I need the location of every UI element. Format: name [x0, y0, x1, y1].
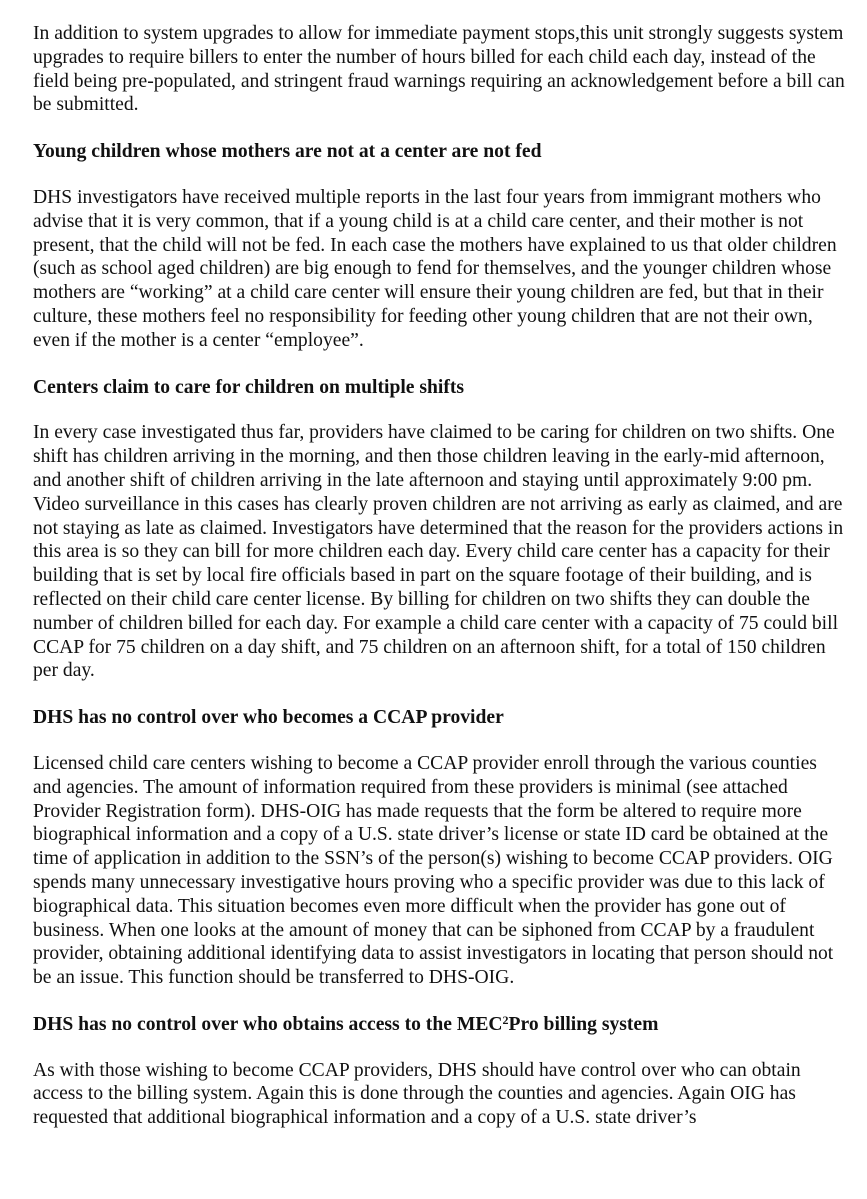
superscript-2: 2 [502, 1012, 509, 1027]
heading-billing-suffix: Pro billing system [508, 1013, 659, 1035]
paragraph-young-children-not-fed: DHS investigators have received multiple reports in the last four years from immigrant mothers who advise that it is very common, that if a young child is at a child care center, and their mother is not present, that the child will not be fed. In each case the mothers have explained to us that older children (such as school aged children) are big enough to fend for themselves, and the younger children whose mothers are “working” at a child care center will ensure their young children are fed, but that in their culture, these mothers feel no responsibility for feeding other young children that are not their own, even if the mother is a center “employee”. [33, 186, 837, 351]
paragraph-billing-system-access: As with those wishing to become CCAP providers, DHS should have control over who can obtain access to the billing system. Again this is done through the counties and agencies. Again OIG has requested that additional biographical information and a copy of a U.S. state driver’s [33, 1059, 801, 1129]
heading-multiple-shifts: Centers claim to care for children on multiple shifts [33, 376, 465, 398]
paragraph-system-upgrades: In addition to system upgrades to allow for immediate payment stops,this unit strongly suggests system upgrades to require billers to enter the number of hours billed for each child each day, instead of the field being pre-populated, and stringent fraud warnings requiring an acknowledgement before a bill can be submitted. [33, 23, 845, 116]
paragraph-provider-control: Licensed child care centers wishing to become a CCAP provider enroll through the various counties and agencies. The amount of information required from these providers is minimal (see attached Provider Registration form). DHS-OIG has made requests that the form be altered to require more biographical information and a copy of a U.S. state driver’s license or state ID card be obtained at the time of application in addition to the SSN’s of the person(s) wishing to become CCAP providers. OIG spends many unnecessary investigative hours proving who a specific provider was due to this lack of biographical data. This situation becomes even more difficult when the provider has gone out of business. When one looks at the amount of money that can be siphoned from CCAP by a fraudulent provider, obtaining additional identifying data to assist investigators in locating that person should not be an issue. This function should be transferred to DHS-OIG. [33, 752, 834, 989]
paragraph-multiple-shifts: In every case investigated thus far, providers have claimed to be caring for children on two shifts. One shift has children arriving in the morning, and then those children leaving in the early-mid afternoon, and another shift of children arriving in the late afternoon and staying until approximately 9:00 pm. Video surveillance in this cases has clearly proven children are not arriving as early as claimed, and are not staying as late as claimed. Investigators have determined that the reason for the providers actions in this area is so they can bill for more children each day. Every child care center has a capacity for their building that is set by local fire officials based in part on the square footage of their building, and is reflected on their child care center license. By billing for children on two shifts they can double the number of children billed for each day. For example a child care center with a capacity of 75 could bill CCAP for 75 children on a day shift, and 75 children on an afternoon shift, for a total of 150 children per day. [33, 422, 844, 682]
heading-billing-system-access [33, 1013, 847, 1037]
heading-provider-control: DHS has no control over who becomes a CCAP provider [33, 707, 504, 729]
heading-young-children-not-fed: Young children whose mothers are not at a center are not fed [33, 141, 542, 163]
heading-billing-prefix: DHS has no control over who obtains access to the MEC [33, 1013, 503, 1035]
